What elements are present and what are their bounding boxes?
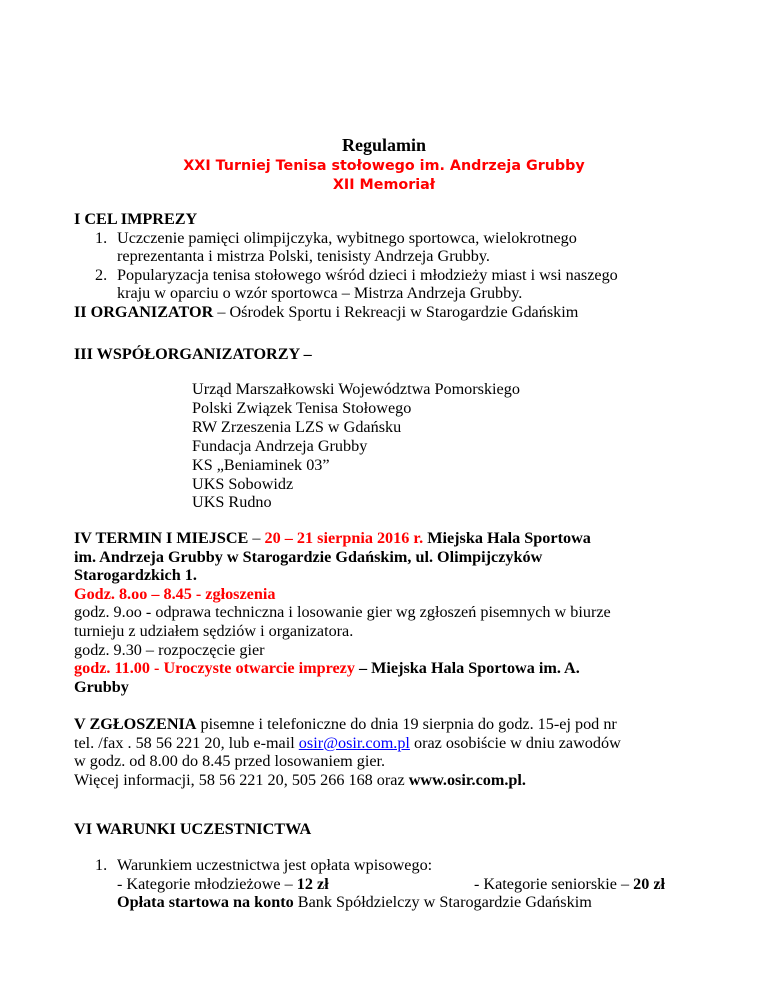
list-item-continuation: kraju w oparciu o wzór sportowca – Mistrza Andrzeja Grubby.	[117, 284, 523, 303]
list-item: Urząd Marszałkowski Województwa Pomorskiego	[192, 380, 520, 398]
section-3-heading: III WSPÓŁORGANIZATORZY –	[74, 345, 312, 363]
coorganizers-list	[192, 380, 520, 512]
memorial-edition: XII Memoriał	[332, 177, 436, 193]
list-item: RW Zrzeszenia LZS w Gdańsku	[192, 417, 402, 436]
list-item: 2. Popularyzacja tenisa stołowego wśród dzieci i młodzieży miast i wsi naszego	[95, 265, 618, 284]
section-5-heading: V ZGŁOSZENIA	[74, 715, 197, 733]
fee-senior: - Kategorie seniorskie – 20 zł	[474, 874, 666, 893]
section-1	[74, 210, 716, 322]
website-link[interactable]: www.osir.com.pl.	[408, 770, 526, 789]
tournament-name: XXI Turniej Tenisa stołowego im. Andrzeja Grubby	[183, 158, 585, 174]
section-6-item: 1. Warunkiem uczestnictwa jest opłata wpisowego: - Kategorie młodzieżowe – 12 zł - Kategorie seniorskie – 20 zł Opłata startowa na konto Bank Spółdzielczy w Starogardzie Gdańskim	[95, 856, 666, 912]
section-4-heading: IV TERMIN I MIEJSCE	[74, 529, 249, 547]
list-item: 1. Uczczenie pamięci olimpijczyka, wybitnego sportowca, wielokrotnego	[95, 228, 577, 247]
section-2: II ORGANIZATOR – Ośrodek Sportu i Rekreacji w Starogardzie Gdańskim	[74, 302, 579, 321]
list-item: Fundacja Andrzeja Grubby	[192, 436, 368, 455]
list-item: Polski Związek Tenisa Stołowego	[192, 398, 412, 417]
registration-time: Godz. 8.oo – 8.45 - zgłoszenia	[74, 584, 276, 603]
section-4: IV TERMIN I MIEJSCE – 20 – 21 sierpnia 2016 r. Miejska Hala Sportowa im. Andrzeja Grubby w Starogardzie Gdańskim, ul. Olimpijczyków Starogardzkich 1. Godz. 8.oo – 8.45 - zgłoszenia godz. 9.oo - odprawa techniczna i losowanie gier wg zgłoszeń pisemnych w biurze turnieju z udziałem sędziów i organizatora. godz. 9.30 – rozpoczęcie gier godz. 11.00 - Uroczyste otwarcie imprezy – Miejska Hala Sportowa im. A. Grubby	[74, 529, 611, 696]
list-item-continuation: reprezentanta i mistrza Polski, tenisisty Andrzeja Grubby.	[117, 247, 490, 266]
event-dates: 20 – 21 sierpnia 2016 r.	[264, 529, 424, 547]
list-item: UKS Sobowidz	[192, 474, 294, 493]
email-link[interactable]: osir@osir.com.pl	[298, 733, 410, 752]
list-item: UKS Rudno	[192, 493, 272, 512]
opening-ceremony: godz. 11.00 - Uroczyste otwarcie imprezy	[74, 659, 355, 678]
fee-youth: - Kategorie młodzieżowe – 12 zł	[117, 874, 329, 893]
section-1-heading: I CEL IMPREZY	[74, 210, 198, 228]
payment-label: Opłata startowa na konto	[117, 893, 294, 912]
document-title: Regulamin	[341, 135, 426, 155]
section-6-heading: VI WARUNKI UCZESTNICTWA	[74, 820, 312, 838]
section-5: V ZGŁOSZENIA pisemne i telefoniczne do dnia 19 sierpnia do godz. 15-ej pod nr tel. /fax . 58 56 221 20, lub e-mail osir@osir.com.pl oraz osobiście w dniu zawodów w godz. od 8.00 do 8.45 przed losowaniem gier. Więcej informacji, 58 56 221 20, 505 266 168 oraz www.osir.com.pl.	[74, 715, 621, 789]
section-2-heading: II ORGANIZATOR	[74, 302, 214, 321]
list-item: KS „Beniaminek 03”	[192, 455, 330, 474]
